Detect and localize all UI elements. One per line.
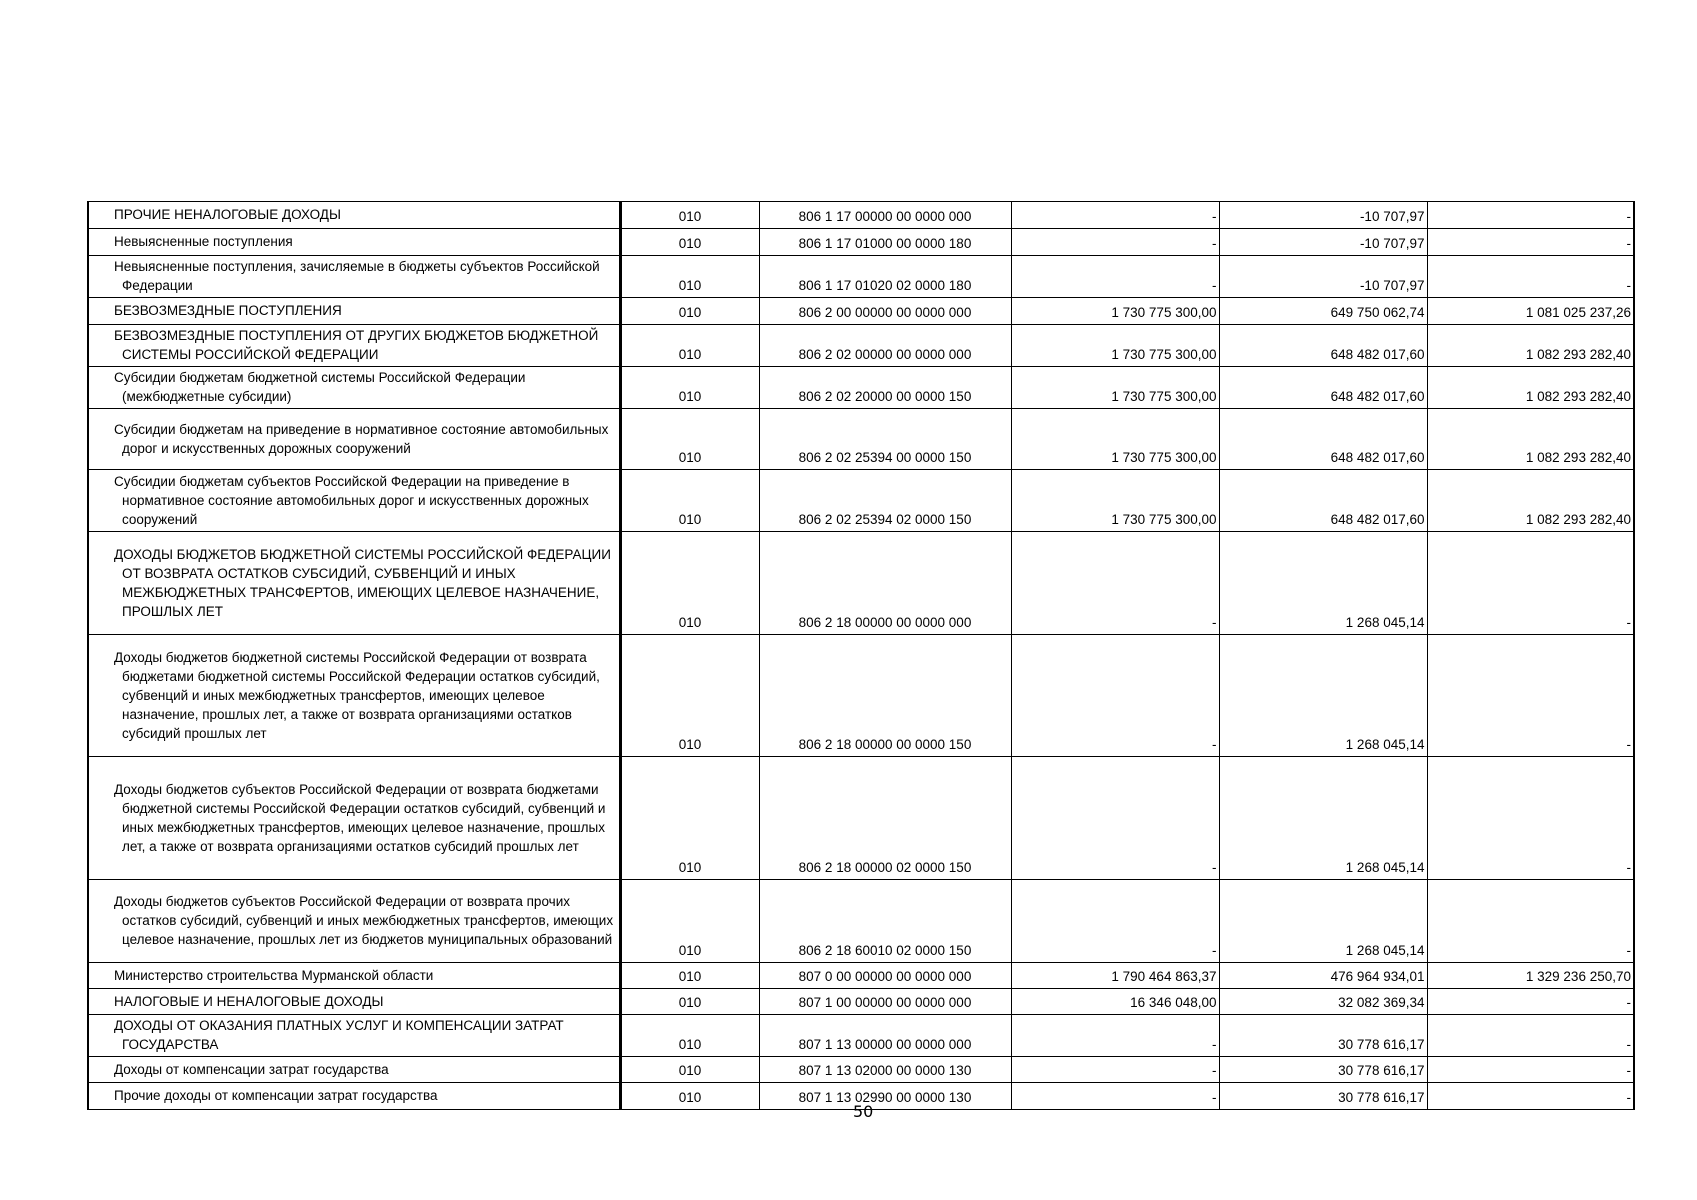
table-row	[88, 367, 1634, 409]
row-kbk-code: 806 2 02 25394 00 0000 150	[759, 409, 1011, 470]
row-executed: 649 750 062,74	[1219, 298, 1427, 325]
table-row	[88, 325, 1634, 367]
table-row	[88, 757, 1634, 880]
row-name: Доходы бюджетов субъектов Российской Федерации от возврата прочих остатков субсидий, субвенций и иных межбюджетных трансфертов, имеющих целевое назначение, прошлых лет из бюджетов муниципальных образований	[88, 880, 620, 963]
row-kbk-code: 807 1 13 00000 00 0000 000	[759, 1015, 1011, 1057]
row-line-code: 010	[620, 470, 759, 532]
row-kbk-code: 807 1 13 02000 00 0000 130	[759, 1057, 1011, 1083]
row-kbk-code: 807 0 00 00000 00 0000 000	[759, 963, 1011, 989]
row-remaining: -	[1427, 202, 1634, 229]
row-executed: 648 482 017,60	[1219, 325, 1427, 367]
row-line-code: 010	[620, 325, 759, 367]
table-row	[88, 409, 1634, 470]
row-executed: -10 707,97	[1219, 202, 1427, 229]
row-approved: 1 730 775 300,00	[1011, 470, 1219, 532]
row-executed: 1 268 045,14	[1219, 635, 1427, 757]
row-approved: -	[1011, 202, 1219, 229]
row-remaining: -	[1427, 532, 1634, 635]
row-name: Доходы от компенсации затрат государства	[88, 1057, 620, 1083]
row-line-code: 010	[620, 989, 759, 1015]
table-row	[88, 298, 1634, 325]
row-line-code: 010	[620, 1057, 759, 1083]
row-approved: -	[1011, 1057, 1219, 1083]
row-name: Субсидии бюджетам субъектов Российской Федерации на приведение в нормативное состояние автомобильных дорог и искусственных дорожных сооружений	[88, 470, 620, 532]
row-kbk-code: 807 1 00 00000 00 0000 000	[759, 989, 1011, 1015]
table-row	[88, 256, 1634, 298]
row-line-code: 010	[620, 1015, 759, 1057]
row-name: БЕЗВОЗМЕЗДНЫЕ ПОСТУПЛЕНИЯ	[88, 298, 620, 325]
table-row	[88, 989, 1634, 1015]
row-name: Субсидии бюджетам на приведение в нормативное состояние автомобильных дорог и искусственных дорожных сооружений	[88, 409, 620, 470]
row-executed: 1 268 045,14	[1219, 880, 1427, 963]
row-executed: 30 778 616,17	[1219, 1083, 1427, 1110]
row-name: Прочие доходы от компенсации затрат государства	[88, 1083, 620, 1110]
row-line-code: 010	[620, 880, 759, 963]
row-remaining: 1 081 025 237,26	[1427, 298, 1634, 325]
row-line-code: 010	[620, 202, 759, 229]
row-remaining: -	[1427, 1083, 1634, 1110]
row-approved: 1 790 464 863,37	[1011, 963, 1219, 989]
row-approved: 1 730 775 300,00	[1011, 298, 1219, 325]
row-approved: -	[1011, 757, 1219, 880]
row-approved: -	[1011, 1083, 1219, 1110]
row-name: ДОХОДЫ ОТ ОКАЗАНИЯ ПЛАТНЫХ УСЛУГ И КОМПЕНСАЦИИ ЗАТРАТ ГОСУДАРСТВА	[88, 1015, 620, 1057]
row-executed: 30 778 616,17	[1219, 1057, 1427, 1083]
row-approved: 1 730 775 300,00	[1011, 409, 1219, 470]
row-name: Субсидии бюджетам бюджетной системы Российской Федерации (межбюджетные субсидии)	[88, 367, 620, 409]
row-name: НАЛОГОВЫЕ И НЕНАЛОГОВЫЕ ДОХОДЫ	[88, 989, 620, 1015]
row-line-code: 010	[620, 963, 759, 989]
row-kbk-code: 806 1 17 00000 00 0000 000	[759, 202, 1011, 229]
row-name: БЕЗВОЗМЕЗДНЫЕ ПОСТУПЛЕНИЯ ОТ ДРУГИХ БЮДЖЕТОВ БЮДЖЕТНОЙ СИСТЕМЫ РОССИЙСКОЙ ФЕДЕРАЦИИ	[88, 325, 620, 367]
row-name: Невыясненные поступления, зачисляемые в бюджеты субъектов Российской Федерации	[88, 256, 620, 298]
row-name: Невыясненные поступления	[88, 229, 620, 256]
row-name: ДОХОДЫ БЮДЖЕТОВ БЮДЖЕТНОЙ СИСТЕМЫ РОССИЙСКОЙ ФЕДЕРАЦИИ ОТ ВОЗВРАТА ОСТАТКОВ СУБСИДИЙ, СУБВЕНЦИЙ И ИНЫХ МЕЖБЮДЖЕТНЫХ ТРАНСФЕРТОВ, ИМЕЮЩИХ ЦЕЛЕВОЕ НАЗНАЧЕНИЕ, ПРОШЛЫХ ЛЕТ	[88, 532, 620, 635]
row-executed: 476 964 934,01	[1219, 963, 1427, 989]
row-remaining: -	[1427, 1015, 1634, 1057]
row-kbk-code: 806 2 18 00000 02 0000 150	[759, 757, 1011, 880]
row-line-code: 010	[620, 757, 759, 880]
row-kbk-code: 806 2 18 00000 00 0000 150	[759, 635, 1011, 757]
table-row	[88, 202, 1634, 229]
row-approved: -	[1011, 1015, 1219, 1057]
row-kbk-code: 807 1 13 02990 00 0000 130	[759, 1083, 1011, 1110]
row-line-code: 010	[620, 532, 759, 635]
row-approved: -	[1011, 256, 1219, 298]
table-body	[88, 202, 1634, 1110]
row-line-code: 010	[620, 229, 759, 256]
row-remaining: -	[1427, 757, 1634, 880]
row-executed: 30 778 616,17	[1219, 1015, 1427, 1057]
row-executed: -10 707,97	[1219, 229, 1427, 256]
row-name: Доходы бюджетов субъектов Российской Федерации от возврата бюджетами бюджетной системы Российской Федерации остатков субсидий, субвенций и иных межбюджетных трансфертов, имеющих целевое назначение, прошлых лет, а также от возврата организациями остатков субсидий прошлых лет	[88, 757, 620, 880]
row-remaining: -	[1427, 635, 1634, 757]
row-remaining: 1 329 236 250,70	[1427, 963, 1634, 989]
table-row	[88, 470, 1634, 532]
row-kbk-code: 806 1 17 01000 00 0000 180	[759, 229, 1011, 256]
row-name: Доходы бюджетов бюджетной системы Российской Федерации от возврата бюджетами бюджетной системы Российской Федерации остатков субсидий, субвенций и иных межбюджетных трансфертов, имеющих целевое назначение, прошлых лет, а также от возврата организациями остатков субсидий прошлых лет	[88, 635, 620, 757]
row-approved: 16 346 048,00	[1011, 989, 1219, 1015]
row-executed: 1 268 045,14	[1219, 532, 1427, 635]
row-line-code: 010	[620, 256, 759, 298]
row-kbk-code: 806 2 02 25394 02 0000 150	[759, 470, 1011, 532]
row-name: Министерство строительства Мурманской области	[88, 963, 620, 989]
row-remaining: -	[1427, 880, 1634, 963]
row-kbk-code: 806 1 17 01020 02 0000 180	[759, 256, 1011, 298]
revenue-table	[87, 201, 1635, 1110]
row-line-code: 010	[620, 298, 759, 325]
row-name: ПРОЧИЕ НЕНАЛОГОВЫЕ ДОХОДЫ	[88, 202, 620, 229]
table-row	[88, 963, 1634, 989]
row-remaining: 1 082 293 282,40	[1427, 367, 1634, 409]
page-number: 50	[853, 1102, 874, 1121]
row-approved: -	[1011, 880, 1219, 963]
row-executed: 648 482 017,60	[1219, 470, 1427, 532]
row-kbk-code: 806 2 02 20000 00 0000 150	[759, 367, 1011, 409]
table-row	[88, 229, 1634, 256]
row-approved: -	[1011, 229, 1219, 256]
table-row	[88, 880, 1634, 963]
table-row	[88, 1015, 1634, 1057]
row-remaining: -	[1427, 256, 1634, 298]
row-remaining: 1 082 293 282,40	[1427, 470, 1634, 532]
row-remaining: -	[1427, 989, 1634, 1015]
row-approved: -	[1011, 635, 1219, 757]
row-executed: 648 482 017,60	[1219, 367, 1427, 409]
row-remaining: 1 082 293 282,40	[1427, 409, 1634, 470]
row-executed: 1 268 045,14	[1219, 757, 1427, 880]
row-kbk-code: 806 2 02 00000 00 0000 000	[759, 325, 1011, 367]
row-approved: 1 730 775 300,00	[1011, 325, 1219, 367]
row-remaining: 1 082 293 282,40	[1427, 325, 1634, 367]
table-row	[88, 532, 1634, 635]
row-line-code: 010	[620, 409, 759, 470]
row-remaining: -	[1427, 229, 1634, 256]
row-line-code: 010	[620, 1083, 759, 1110]
row-kbk-code: 806 2 18 60010 02 0000 150	[759, 880, 1011, 963]
row-remaining: -	[1427, 1057, 1634, 1083]
row-executed: 648 482 017,60	[1219, 409, 1427, 470]
table-row	[88, 635, 1634, 757]
row-line-code: 010	[620, 635, 759, 757]
row-executed: -10 707,97	[1219, 256, 1427, 298]
row-kbk-code: 806 2 00 00000 00 0000 000	[759, 298, 1011, 325]
row-line-code: 010	[620, 367, 759, 409]
table-row	[88, 1057, 1634, 1083]
row-approved: -	[1011, 532, 1219, 635]
row-approved: 1 730 775 300,00	[1011, 367, 1219, 409]
row-executed: 32 082 369,34	[1219, 989, 1427, 1015]
row-kbk-code: 806 2 18 00000 00 0000 000	[759, 532, 1011, 635]
